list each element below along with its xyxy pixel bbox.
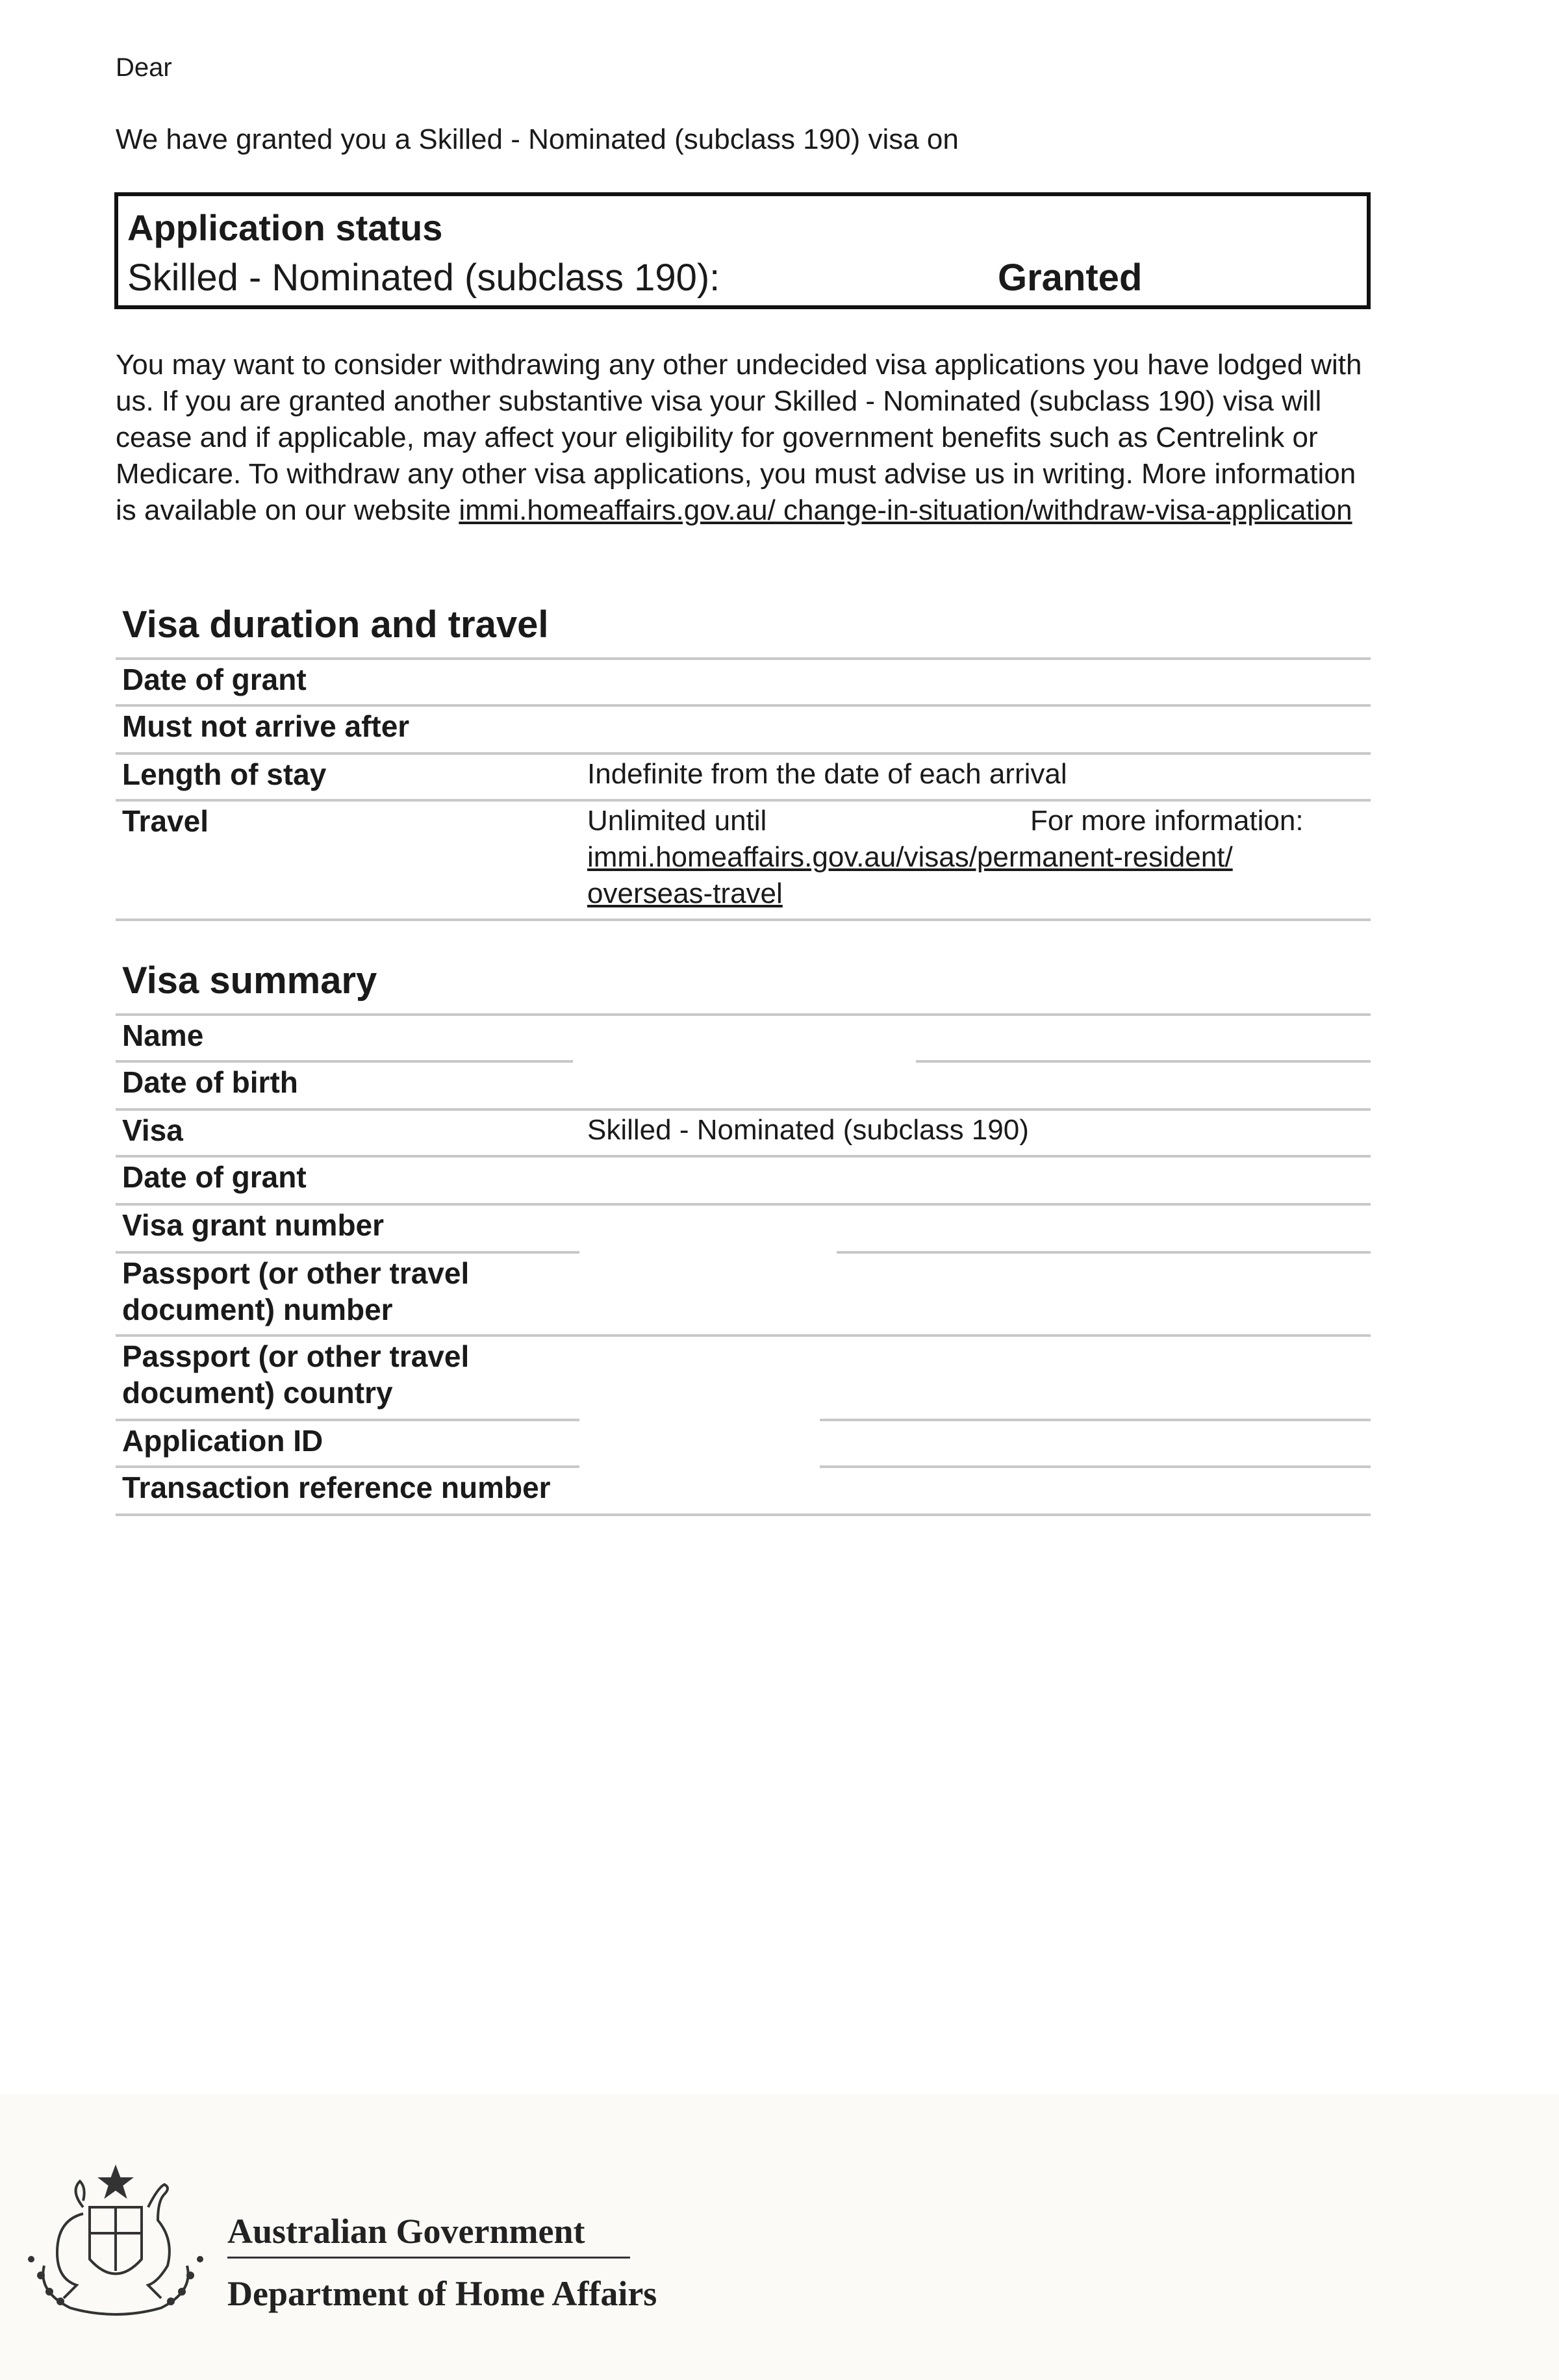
- duration-label-length-of-stay: Length of stay: [122, 757, 327, 791]
- divider: [116, 1155, 1371, 1158]
- divider: [820, 1419, 1371, 1421]
- duration-label-date-of-grant: Date of grant: [122, 663, 307, 696]
- divider: [116, 1060, 573, 1063]
- salutation: Dear: [116, 53, 172, 82]
- divider: [116, 1203, 1371, 1206]
- footer-divider: [227, 2257, 630, 2259]
- divider: [916, 1060, 1371, 1063]
- summary-label-name: Name: [122, 1019, 204, 1052]
- footer: [0, 2094, 1559, 2380]
- status-visa-label: Skilled - Nominated (subclass 190):: [127, 257, 720, 299]
- divider: [116, 1251, 579, 1254]
- withdrawal-notice: [116, 347, 1369, 529]
- summary-label-transaction-reference: Transaction reference number: [122, 1471, 551, 1504]
- summary-label-visa-grant-number: Visa grant number: [122, 1208, 385, 1242]
- duration-value-travel: Unlimited until: [587, 805, 767, 837]
- summary-label-passport-number: Passport (or other travel document) number: [122, 1256, 470, 1326]
- divider: [820, 1465, 1371, 1468]
- divider: [116, 704, 1371, 707]
- duration-label-must-not-arrive-after: Must not arrive after: [122, 709, 410, 743]
- summary-label-application-id: Application ID: [122, 1424, 323, 1458]
- divider: [837, 1251, 1371, 1254]
- withdraw-application-link[interactable]: immi.homeaffairs.gov.au/ change-in-situation/withdraw-visa-application: [459, 494, 1352, 526]
- status-value: Granted: [998, 257, 1143, 299]
- summary-label-date-of-birth: Date of birth: [122, 1065, 298, 1099]
- coat-of-arms-icon: [18, 2162, 213, 2324]
- application-status-box: [114, 192, 1371, 309]
- divider: [116, 918, 1371, 921]
- divider: [116, 1513, 1371, 1516]
- divider: [116, 1013, 1371, 1016]
- divider: [116, 752, 1371, 755]
- divider: [116, 1334, 1371, 1337]
- duration-value-length-of-stay: Indefinite from the date of each arrival: [587, 758, 1067, 790]
- divider: [116, 1108, 1371, 1111]
- travel-more-info-label: For more information:: [1030, 805, 1304, 837]
- department-name: Department of Home Affairs: [227, 2274, 657, 2313]
- divider: [116, 1419, 579, 1421]
- duration-label-travel: Travel: [122, 804, 209, 838]
- divider: [116, 657, 1371, 660]
- summary-label-visa: Visa: [122, 1113, 183, 1147]
- status-title: Application status: [127, 207, 443, 248]
- visa-summary-title: Visa summary: [122, 959, 377, 1002]
- summary-label-date-of-grant: Date of grant: [122, 1160, 307, 1194]
- divider: [116, 1465, 579, 1468]
- notice-text: You may want to consider withdrawing any other undecided visa applications you have lodged with us. If you are granted another substantive visa your Skilled - Nominated (subclass 190) visa will cease and if applicable, may affect your eligibility for government benefits such as Centrelink or Medicare. To withdraw any other visa applications, you must advise us in writing. More information is available on our website: [116, 349, 1362, 526]
- intro-paragraph: We have granted you a Skilled - Nominated (subclass 190) visa on: [116, 123, 959, 155]
- visa-duration-title: Visa duration and travel: [122, 603, 549, 646]
- divider: [116, 799, 1371, 802]
- overseas-travel-link[interactable]: immi.homeaffairs.gov.au/visas/permanent-resident/ overseas-travel: [587, 841, 1233, 909]
- government-name: Australian Government: [227, 2212, 585, 2251]
- summary-label-passport-country: Passport (or other travel document) country: [122, 1339, 470, 1410]
- summary-value-visa: Skilled - Nominated (subclass 190): [587, 1114, 1029, 1146]
